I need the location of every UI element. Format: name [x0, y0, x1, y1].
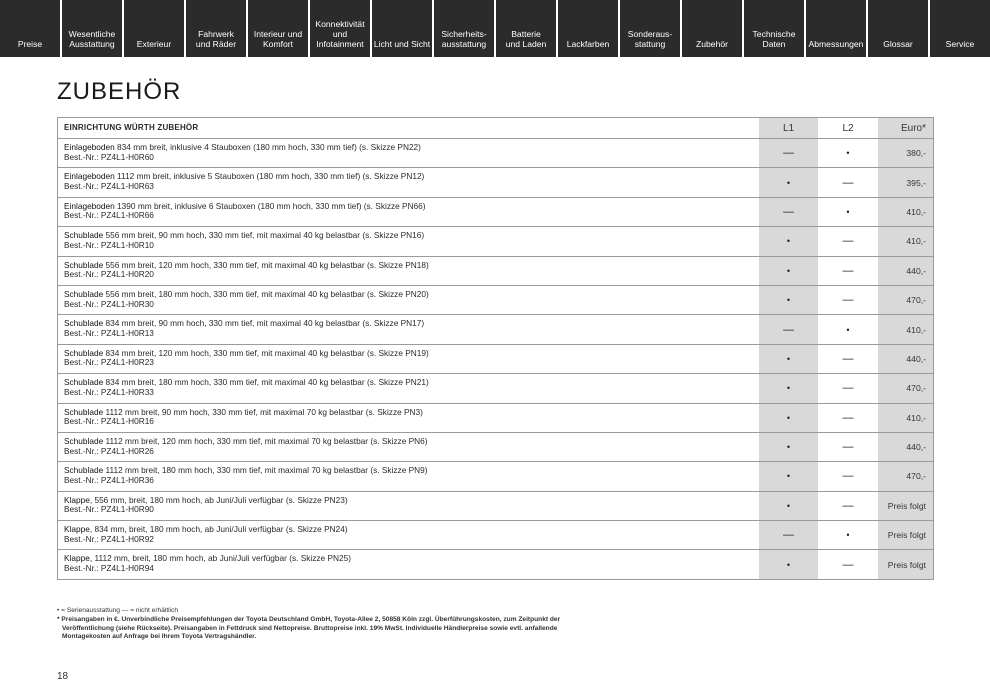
table-row: [58, 167, 933, 196]
not-available-dash: —: [783, 147, 794, 160]
cell-l1: [758, 315, 818, 343]
cell-price: Preis folgt: [878, 521, 933, 549]
standard-dot: •: [786, 236, 791, 247]
item-spec: 1390 mm breit, inklusive 6 Stauboxen (180 mm hoch, 330 mm tief) (s. Skizze PN66): [114, 200, 426, 211]
cell-price: 440,-: [878, 257, 933, 285]
not-available-dash: —: [783, 323, 794, 336]
table-row: [58, 197, 933, 226]
order-number: Best.-Nr.: PZ4L1-H0R33: [64, 386, 154, 397]
item-spec: 1112 mm breit, 180 mm hoch, 330 mm tief, mit maximal 70 kg belastbar (s. Skizze PN9): [103, 465, 428, 476]
order-number: Best.-Nr.: PZ4L1-H0R90: [64, 504, 154, 515]
nav-tab[interactable]: [618, 0, 680, 57]
not-available-dash: —: [842, 558, 854, 571]
item-spec: 1112 mm breit, 120 mm hoch, 330 mm tief, mit maximal 70 kg belastbar (s. Skizze PN6): [103, 435, 428, 446]
cell-l2: [818, 404, 878, 432]
header-price: Euro*: [878, 118, 933, 138]
cell-l1: [758, 286, 818, 314]
cell-price: 395,-: [878, 168, 933, 196]
table-header-row: [58, 118, 933, 138]
nav-tab-label: Fahrwerk und Räder: [195, 29, 237, 49]
nav-tab-label: Glossar: [883, 39, 913, 49]
item-spec: , 1112 mm, breit, 180 mm hoch, ab Juni/Juli verfügbar (s. Skizze PN25): [89, 553, 351, 564]
nav-tab-label: Zubehör: [695, 39, 728, 49]
row-description: [58, 286, 758, 314]
cell-l1: [758, 550, 818, 578]
not-available-dash: —: [842, 264, 854, 277]
nav-tab-label: Service: [945, 39, 975, 49]
nav-tab-label: Batterie und Laden: [505, 29, 547, 49]
row-description: [58, 521, 758, 549]
item-name: Schublade: [64, 288, 104, 299]
row-description: [58, 433, 758, 461]
table-row: [58, 403, 933, 432]
cell-price: 410,-: [878, 227, 933, 255]
nav-tab-label: Interieur und Komfort: [253, 29, 303, 49]
cell-l1: [758, 433, 818, 461]
cell-price: 380,-: [878, 139, 933, 167]
item-spec: 834 mm breit, 120 mm hoch, 330 mm tief, mit maximal 40 kg belastbar (s. Skizze PN19): [103, 347, 429, 358]
header-description: EINRICHTUNG WÜRTH ZUBEHÖR: [64, 123, 199, 132]
row-description: [58, 198, 758, 226]
table-row: [58, 314, 933, 343]
cell-l1: [758, 139, 818, 167]
item-name: Klappe: [64, 494, 90, 505]
table-row: [58, 432, 933, 461]
nav-tab-label: Sonderaus- stattung: [627, 29, 673, 49]
order-number: Best.-Nr.: PZ4L1-H0R60: [64, 151, 154, 162]
header-l2: L2: [842, 122, 854, 134]
top-navigation: [0, 0, 990, 57]
not-available-dash: —: [842, 499, 854, 512]
cell-l1: [758, 492, 818, 520]
item-spec: , 834 mm, breit, 180 mm hoch, ab Juni/Juli verfügbar (s. Skizze PN24): [89, 524, 348, 535]
item-spec: 1112 mm breit, 90 mm hoch, 330 mm tief, mit maximal 70 kg belastbar (s. Skizze PN3): [103, 406, 423, 417]
order-number: Best.-Nr.: PZ4L1-H0R66: [64, 210, 154, 221]
table-row: [58, 256, 933, 285]
nav-tab-label: Technische Daten: [752, 29, 796, 49]
item-name: Klappe: [64, 553, 90, 564]
accessories-table: [57, 117, 934, 580]
item-name: Schublade: [64, 406, 104, 417]
nav-tab-label: Sicherheits- ausstattung: [441, 29, 487, 49]
nav-tab[interactable]: [804, 0, 866, 57]
cell-price: 470,-: [878, 286, 933, 314]
row-description: [58, 492, 758, 520]
item-name: Schublade: [64, 435, 104, 446]
nav-tab[interactable]: [680, 0, 742, 57]
standard-dot: •: [786, 559, 791, 570]
nav-tab[interactable]: [246, 0, 308, 57]
cell-l2: [818, 315, 878, 343]
row-description: [58, 227, 758, 255]
item-name: Einlageboden: [64, 200, 115, 211]
standard-dot: •: [786, 295, 791, 306]
item-spec: 556 mm breit, 90 mm hoch, 330 mm tief, mit maximal 40 kg belastbar (s. Skizze PN16): [103, 230, 425, 241]
item-name: Schublade: [64, 377, 104, 388]
standard-dot: •: [786, 471, 791, 482]
cell-l1: [758, 168, 818, 196]
not-available-dash: —: [842, 352, 854, 365]
footnotes: [57, 607, 577, 642]
nav-tab[interactable]: [60, 0, 122, 57]
standard-dot: •: [786, 500, 791, 511]
item-spec: 834 mm breit, 90 mm hoch, 330 mm tief, mit maximal 40 kg belastbar (s. Skizze PN17): [103, 318, 425, 329]
cell-l2: [818, 227, 878, 255]
nav-tab[interactable]: [928, 0, 990, 57]
nav-tab[interactable]: [742, 0, 804, 57]
cell-l1: [758, 345, 818, 373]
cell-l2: [818, 492, 878, 520]
cell-price: 470,-: [878, 374, 933, 402]
item-name: Schublade: [64, 465, 104, 476]
not-available-dash: —: [842, 470, 854, 483]
nav-tab[interactable]: [122, 0, 184, 57]
cell-l1: [758, 227, 818, 255]
nav-tab[interactable]: [370, 0, 432, 57]
cell-price: 410,-: [878, 198, 933, 226]
nav-tab[interactable]: [866, 0, 928, 57]
item-spec: 1112 mm breit, inklusive 5 Stauboxen (180 mm hoch, 330 mm tief) (s. Skizze PN12): [114, 171, 425, 182]
not-available-dash: —: [842, 176, 854, 189]
standard-dot: •: [786, 177, 791, 188]
row-description: [58, 462, 758, 490]
cell-l2: [818, 462, 878, 490]
not-available-dash: —: [783, 529, 794, 542]
cell-l1: [758, 198, 818, 226]
nav-tab-label: Licht und Sicht: [373, 39, 431, 49]
table-row: [58, 373, 933, 402]
table-row: [58, 285, 933, 314]
cell-l2: [818, 198, 878, 226]
footnote-legend: • = Serienausstattung — = nicht erhältlich: [57, 607, 179, 614]
standard-dot: •: [786, 265, 791, 276]
standard-dot: •: [786, 353, 791, 364]
not-available-dash: —: [842, 294, 854, 307]
row-description: [58, 257, 758, 285]
item-name: Klappe: [64, 524, 90, 535]
order-number: Best.-Nr.: PZ4L1-H0R36: [64, 474, 154, 485]
standard-dot: •: [786, 442, 791, 453]
nav-tab-label: Preise: [17, 39, 43, 49]
row-description: [58, 139, 758, 167]
standard-dot: •: [786, 412, 791, 423]
cell-price: 470,-: [878, 462, 933, 490]
order-number: Best.-Nr.: PZ4L1-H0R10: [64, 239, 154, 250]
nav-tab[interactable]: [308, 0, 370, 57]
cell-l1: [758, 257, 818, 285]
cell-price: 410,-: [878, 404, 933, 432]
page-title: ZUBEHÖR: [57, 78, 182, 105]
not-available-dash: —: [842, 411, 854, 424]
cell-l2: [818, 168, 878, 196]
nav-tab[interactable]: [556, 0, 618, 57]
nav-tab[interactable]: [432, 0, 494, 57]
page-number: 18: [57, 671, 69, 682]
order-number: Best.-Nr.: PZ4L1-H0R26: [64, 445, 154, 456]
row-description: [58, 404, 758, 432]
row-description: [58, 345, 758, 373]
item-name: Schublade: [64, 318, 104, 329]
order-number: Best.-Nr.: PZ4L1-H0R13: [64, 327, 154, 338]
not-available-dash: —: [783, 205, 794, 218]
order-number: Best.-Nr.: PZ4L1-H0R20: [64, 269, 154, 280]
cell-l1: [758, 462, 818, 490]
cell-price: 410,-: [878, 315, 933, 343]
cell-l2: [818, 286, 878, 314]
standard-dot: •: [846, 148, 850, 159]
cell-l2: [818, 433, 878, 461]
standard-dot: •: [846, 206, 850, 217]
order-number: Best.-Nr.: PZ4L1-H0R92: [64, 533, 154, 544]
standard-dot: •: [786, 383, 791, 394]
cell-l1: [758, 374, 818, 402]
table-row: [58, 138, 933, 167]
nav-tab-label: Abmessungen: [808, 39, 864, 49]
row-description: [58, 168, 758, 196]
table-row: [58, 549, 933, 578]
item-spec: 556 mm breit, 180 mm hoch, 330 mm tief, mit maximal 40 kg belastbar (s. Skizze PN20): [103, 288, 429, 299]
item-name: Einlageboden: [64, 171, 115, 182]
order-number: Best.-Nr.: PZ4L1-H0R94: [64, 563, 154, 574]
order-number: Best.-Nr.: PZ4L1-H0R30: [64, 298, 154, 309]
footnote-price-note: * Preisangaben in €. Unverbindliche Preisempfehlungen der Toyota Deutschland GmbH, Toyota-Allee 2, 50858 Köln zzgl. Überführungskosten, zum Zeitpunkt der Veröffentlichung (siehe Rückseite). Preisangaben in Fettdruck sind Nettopreise. Bruttopreise inkl. 19% MwSt. Individuelle Händlerpreise sowie evtl. anfallende Montagekosten auf Anfrage bei Ihrem Toyota Vertragshändler.: [57, 615, 561, 641]
cell-price: 440,-: [878, 433, 933, 461]
cell-l2: [818, 139, 878, 167]
row-description: [58, 374, 758, 402]
cell-l2: [818, 374, 878, 402]
item-name: Einlageboden: [64, 142, 115, 152]
item-name: Schublade: [64, 347, 104, 358]
table-row: [58, 491, 933, 520]
item-spec: , 556 mm, breit, 180 mm hoch, ab Juni/Juli verfügbar (s. Skizze PN23): [89, 494, 348, 505]
row-description: [58, 550, 758, 578]
standard-dot: •: [846, 530, 850, 541]
not-available-dash: —: [842, 382, 854, 395]
cell-price: Preis folgt: [878, 492, 933, 520]
item-spec: 556 mm breit, 120 mm hoch, 330 mm tief, mit maximal 40 kg belastbar (s. Skizze PN18): [103, 259, 429, 270]
nav-tab[interactable]: [0, 0, 60, 57]
cell-l1: [758, 404, 818, 432]
cell-price: 440,-: [878, 345, 933, 373]
cell-l2: [818, 550, 878, 578]
cell-l2: [818, 521, 878, 549]
table-body: [58, 138, 933, 579]
table-row: [58, 344, 933, 373]
header-l1: L1: [758, 118, 818, 138]
standard-dot: •: [846, 324, 850, 335]
not-available-dash: —: [842, 441, 854, 454]
cell-l1: [758, 521, 818, 549]
order-number: Best.-Nr.: PZ4L1-H0R63: [64, 180, 154, 191]
nav-tab[interactable]: [494, 0, 556, 57]
nav-tab-label: Konnektivität und Infotainment: [315, 19, 365, 49]
cell-l2: [818, 345, 878, 373]
table-row: [58, 520, 933, 549]
table-row: [58, 461, 933, 490]
nav-tab[interactable]: [184, 0, 246, 57]
cell-price: Preis folgt: [878, 550, 933, 578]
item-name: Schublade: [64, 230, 104, 241]
nav-tab-label: Lackfarben: [566, 39, 610, 49]
item-spec: 834 mm breit, inklusive 4 Stauboxen (180 mm hoch, 330 mm tief) (s. Skizze PN22): [114, 142, 421, 152]
item-name: Schublade: [64, 259, 104, 270]
cell-l2: [818, 257, 878, 285]
nav-tab-label: Exterieur: [136, 39, 172, 49]
nav-tab-label: Wesentliche Ausstattung: [68, 29, 116, 49]
table-row: [58, 226, 933, 255]
item-spec: 834 mm breit, 180 mm hoch, 330 mm tief, mit maximal 40 kg belastbar (s. Skizze PN21): [103, 377, 429, 388]
order-number: Best.-Nr.: PZ4L1-H0R16: [64, 416, 154, 427]
row-description: [58, 315, 758, 343]
not-available-dash: —: [842, 235, 854, 248]
order-number: Best.-Nr.: PZ4L1-H0R23: [64, 357, 154, 368]
